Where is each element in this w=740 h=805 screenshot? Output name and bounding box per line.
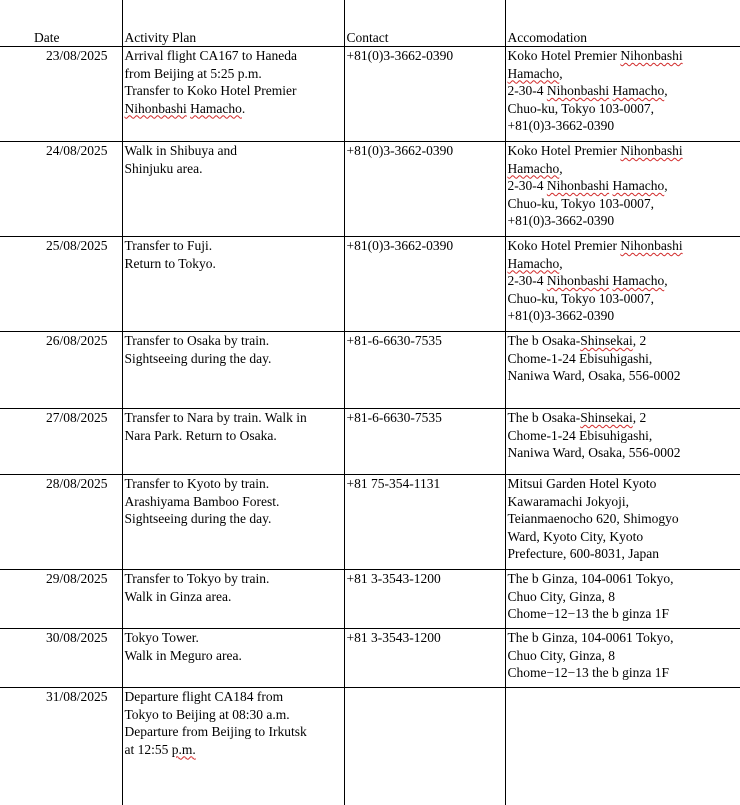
accommodation-line: Naniwa Ward, Osaka, 556-0002 xyxy=(507,368,681,383)
accommodation-cell xyxy=(505,688,740,805)
accommodation-line: Chome-1-24 Ebisuhigashi, xyxy=(507,427,653,443)
table-row xyxy=(0,47,740,142)
date-cell: 28/08/2025 xyxy=(0,475,122,570)
header-date: Date xyxy=(0,0,122,47)
table-row xyxy=(0,570,740,629)
date-cell: 31/08/2025 xyxy=(0,688,122,805)
activity-line: Nara Park. Return to Osaka. xyxy=(124,427,277,443)
table-row xyxy=(0,475,740,570)
activity-cell xyxy=(122,629,344,688)
activity-cell xyxy=(122,237,344,332)
accommodation-line: Prefecture, 600-8031, Japan xyxy=(507,546,659,561)
activity-line: Transfer to Fuji. xyxy=(124,238,213,253)
contact-cell: +81(0)3-3662-0390 xyxy=(344,237,505,332)
contact-cell: +81 75-354-1131 xyxy=(344,475,505,570)
accommodation-line: Hamacho, xyxy=(507,160,563,176)
activity-cell xyxy=(122,570,344,629)
activity-line: Return to Tokyo. xyxy=(124,255,216,271)
activity-cell xyxy=(122,409,344,475)
activity-line: Transfer to Nara by train. Walk in xyxy=(124,410,307,425)
accommodation-line: Chome−12−13 the b ginza 1F xyxy=(507,665,669,680)
accommodation-cell xyxy=(505,409,740,475)
accommodation-line: 2-30-4 Nihonbashi Hamacho, xyxy=(507,178,668,193)
activity-cell xyxy=(122,688,344,805)
accommodation-line: Chuo-ku, Tokyo 103-0007, xyxy=(507,100,655,116)
activity-line: Tokyo Tower. xyxy=(124,630,199,645)
accommodation-line: +81(0)3-3662-0390 xyxy=(507,308,615,323)
activity-line: Departure from Beijing to Irkutsk xyxy=(124,724,307,739)
accommodation-line: Chome-1-24 Ebisuhigashi, xyxy=(507,350,653,366)
accommodation-line: 2-30-4 Nihonbashi Hamacho, xyxy=(507,273,668,288)
activity-cell xyxy=(122,475,344,570)
accommodation-line: Koko Hotel Premier Nihonbashi xyxy=(507,143,683,158)
activity-line: from Beijing at 5:25 p.m. xyxy=(124,65,262,81)
activity-line: Arrival flight CA167 to Haneda xyxy=(124,48,297,63)
activity-line: Shinjuku area. xyxy=(124,160,203,176)
activity-line: Departure flight CA184 from xyxy=(124,689,284,704)
date-cell: 26/08/2025 xyxy=(0,332,122,409)
accommodation-cell xyxy=(505,629,740,688)
table-row xyxy=(0,142,740,237)
activity-line: at 12:55 p.m. xyxy=(124,741,196,757)
date-cell: 27/08/2025 xyxy=(0,409,122,475)
contact-cell: +81(0)3-3662-0390 xyxy=(344,142,505,237)
activity-line: Transfer to Tokyo by train. xyxy=(124,571,270,586)
accommodation-line: Kawaramachi Jokyoji, xyxy=(507,493,629,509)
activity-line: Tokyo to Beijing at 08:30 a.m. xyxy=(124,706,290,722)
header-row xyxy=(0,0,740,47)
accommodation-line: Mitsui Garden Hotel Kyoto xyxy=(507,476,657,491)
accommodation-line: Koko Hotel Premier Nihonbashi xyxy=(507,238,683,253)
contact-cell: +81(0)3-3662-0390 xyxy=(344,47,505,142)
accommodation-line: The b Osaka-Shinsekai, 2 xyxy=(507,410,647,425)
activity-line: Arashiyama Bamboo Forest. xyxy=(124,493,280,509)
header-contact: Contact xyxy=(344,0,505,47)
contact-cell: +81 3-3543-1200 xyxy=(344,629,505,688)
activity-line: Sightseeing during the day. xyxy=(124,350,272,366)
accommodation-cell xyxy=(505,332,740,409)
table-row xyxy=(0,688,740,805)
accommodation-cell xyxy=(505,570,740,629)
activity-line: Walk in Shibuya and xyxy=(124,143,238,158)
activity-line: Nihonbashi Hamacho. xyxy=(124,100,246,116)
accommodation-line: Chuo-ku, Tokyo 103-0007, xyxy=(507,195,655,211)
accommodation-line: 2-30-4 Nihonbashi Hamacho, xyxy=(507,83,668,98)
accommodation-cell xyxy=(505,142,740,237)
table-row xyxy=(0,332,740,409)
accommodation-cell xyxy=(505,237,740,332)
activity-cell xyxy=(122,142,344,237)
activity-line: Transfer to Osaka by train. xyxy=(124,333,270,348)
accommodation-line: The b Osaka-Shinsekai, 2 xyxy=(507,333,647,348)
date-cell: 29/08/2025 xyxy=(0,570,122,629)
contact-cell: +81-6-6630-7535 xyxy=(344,332,505,409)
header-accommodation: Accomodation xyxy=(505,0,740,47)
activity-line: Transfer to Koko Hotel Premier xyxy=(124,83,297,98)
accommodation-line: Teianmaenocho 620, Shimogyo xyxy=(507,511,679,526)
date-cell: 30/08/2025 xyxy=(0,629,122,688)
date-cell: 24/08/2025 xyxy=(0,142,122,237)
accommodation-line: Chuo-ku, Tokyo 103-0007, xyxy=(507,290,655,306)
activity-cell xyxy=(122,47,344,142)
accommodation-line: Chuo City, Ginza, 8 xyxy=(507,588,615,604)
accommodation-line: +81(0)3-3662-0390 xyxy=(507,213,615,228)
activity-line: Walk in Meguro area. xyxy=(124,647,242,663)
date-cell: 23/08/2025 xyxy=(0,47,122,142)
accommodation-line: The b Ginza, 104-0061 Tokyo, xyxy=(507,630,674,645)
accommodation-cell xyxy=(505,47,740,142)
activity-line: Transfer to Kyoto by train. xyxy=(124,476,270,491)
accommodation-cell xyxy=(505,475,740,570)
contact-cell: +81 3-3543-1200 xyxy=(344,570,505,629)
accommodation-line: The b Ginza, 104-0061 Tokyo, xyxy=(507,571,674,586)
accommodation-line: Chome−12−13 the b ginza 1F xyxy=(507,606,669,621)
accommodation-line: +81(0)3-3662-0390 xyxy=(507,118,615,133)
table-row xyxy=(0,629,740,688)
contact-cell xyxy=(344,688,505,805)
table-row xyxy=(0,237,740,332)
accommodation-line: Hamacho, xyxy=(507,255,563,271)
date-cell: 25/08/2025 xyxy=(0,237,122,332)
activity-line: Walk in Ginza area. xyxy=(124,588,232,604)
accommodation-line: Koko Hotel Premier Nihonbashi xyxy=(507,48,683,63)
accommodation-line: Hamacho, xyxy=(507,65,563,81)
table-row xyxy=(0,409,740,475)
accommodation-line: Chuo City, Ginza, 8 xyxy=(507,647,615,663)
header-activity: Activity Plan xyxy=(122,0,344,47)
accommodation-line: Ward, Kyoto City, Kyoto xyxy=(507,528,644,544)
activity-cell xyxy=(122,332,344,409)
activity-line: Sightseeing during the day. xyxy=(124,511,272,526)
accommodation-line: Naniwa Ward, Osaka, 556-0002 xyxy=(507,445,681,460)
contact-cell: +81-6-6630-7535 xyxy=(344,409,505,475)
